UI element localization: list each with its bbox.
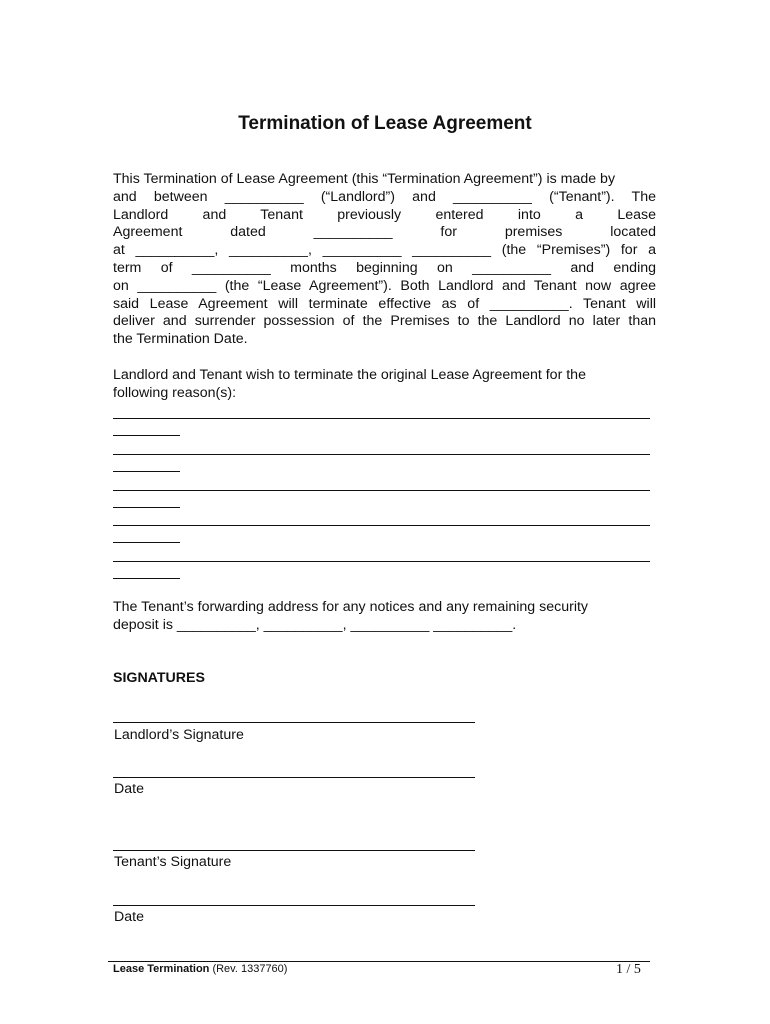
reason-blank-row — [113, 475, 653, 511]
signatures-heading: SIGNATURES — [113, 670, 205, 686]
reason-blank-line — [113, 525, 650, 526]
intro-line: and between __________ (“Landlord”) and __________ (“Tenant”). The — [113, 188, 656, 205]
intro-line: on __________ (the “Lease Agreement”). Both Landlord and Tenant now agree — [113, 277, 656, 294]
intro-line: Agreement dated __________ for premises located — [113, 224, 656, 241]
intro-line: This Termination of Lease Agreement (this “Termination Agreement”) is made by — [113, 171, 616, 187]
landlord-signature-label: Landlord’s Signature — [114, 727, 244, 743]
reasons-paragraph — [113, 367, 656, 403]
landlord-date-label: Date — [114, 781, 144, 797]
document-title: Termination of Lease Agreement — [238, 113, 532, 134]
reason-blanks — [113, 403, 653, 582]
intro-line: Landlord and Tenant previously entered into a Lease — [113, 206, 656, 223]
intro-paragraph — [113, 171, 656, 349]
reasons-line: following reason(s): — [113, 384, 237, 401]
forwarding-line: deposit is __________, __________, __________ __________. — [113, 616, 517, 633]
reason-blank-row — [113, 546, 653, 582]
page-indicator: 1 / 5 — [616, 962, 641, 977]
tenant-date-label: Date — [114, 909, 144, 925]
reason-blank-line — [113, 561, 650, 562]
footer-revision: (Rev. 1337760) — [212, 963, 288, 975]
tenant-date-line — [113, 905, 475, 906]
reason-blank-row — [113, 439, 653, 475]
intro-line: said Lease Agreement will terminate effective as of __________. Tenant will — [113, 295, 656, 312]
reason-blank-line — [113, 471, 180, 472]
reason-blank-line — [113, 490, 650, 491]
reason-blank-line — [113, 542, 180, 543]
intro-line: at __________, __________, __________ __________ (the “Premises”) for a — [113, 242, 656, 259]
intro-line: term of __________ months beginning on __________ and ending — [113, 259, 656, 276]
reason-blank-line — [113, 454, 650, 455]
reason-blank-row — [113, 403, 653, 439]
reason-blank-row — [113, 510, 653, 546]
reason-blank-line — [113, 418, 650, 419]
footer-rule — [108, 961, 650, 962]
landlord-date-line — [113, 777, 475, 778]
intro-line: deliver and surrender possession of the Premises to the Landlord no later than — [113, 313, 656, 330]
reason-blank-line — [113, 578, 180, 579]
reason-blank-line — [113, 507, 180, 508]
tenant-signature-line — [113, 850, 475, 851]
forwarding-paragraph — [113, 599, 656, 635]
reason-blank-line — [113, 435, 180, 436]
footer-document-info — [113, 963, 287, 975]
footer-doc-name: Lease Termination — [113, 963, 210, 975]
intro-line: the Termination Date. — [113, 331, 248, 348]
landlord-signature-line — [113, 722, 475, 723]
forwarding-line: The Tenant’s forwarding address for any notices and any remaining security — [113, 599, 589, 615]
tenant-signature-label: Tenant’s Signature — [114, 854, 232, 870]
reasons-line: Landlord and Tenant wish to terminate the original Lease Agreement for the — [113, 367, 586, 383]
